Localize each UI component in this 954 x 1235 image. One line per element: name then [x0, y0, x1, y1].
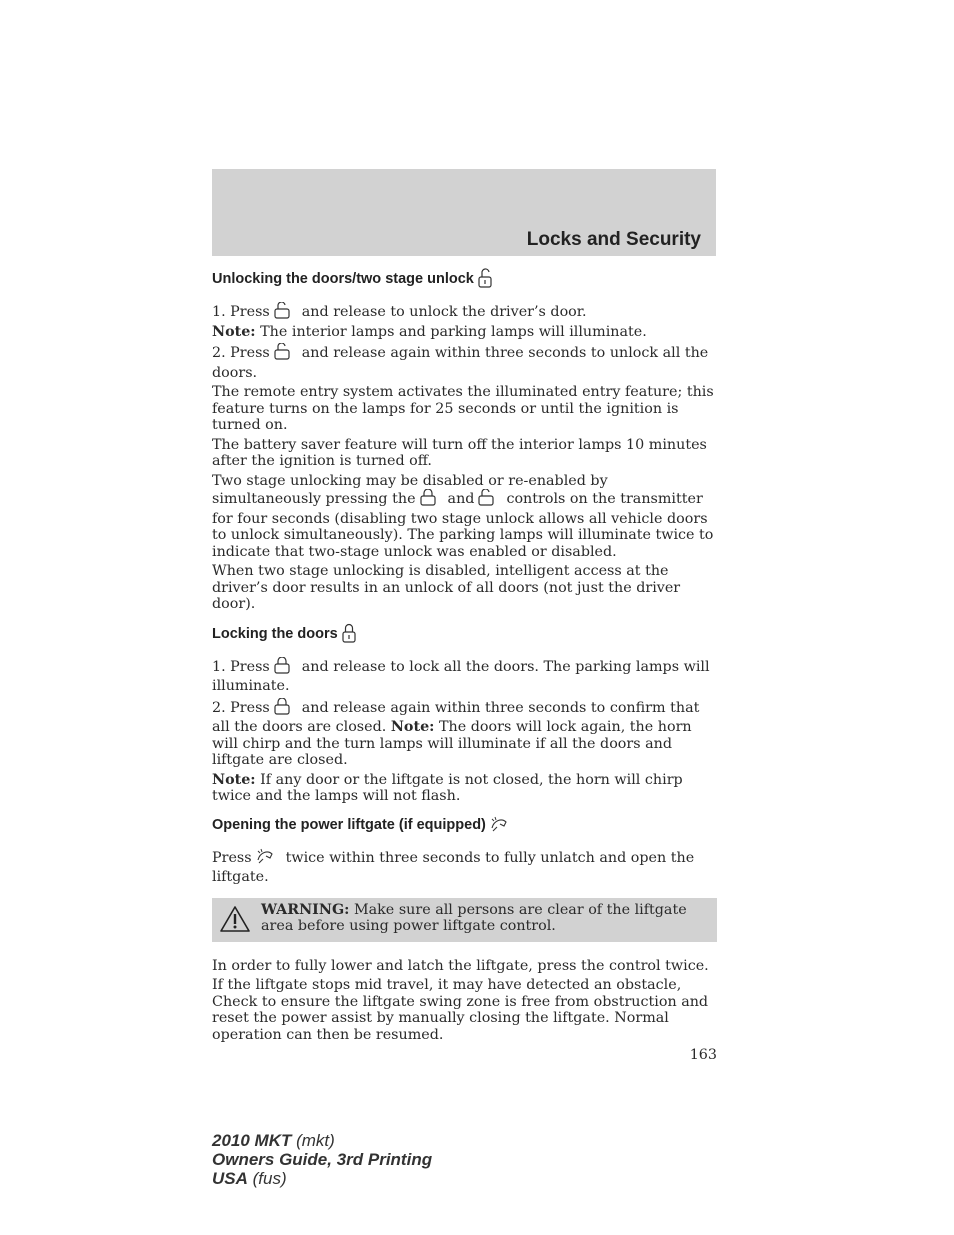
lock-icon	[274, 698, 290, 720]
lock-icon	[342, 623, 356, 649]
warning-box	[212, 898, 717, 942]
lock-step-2: 2. Press and release again within three seconds to confirm that all the doors are closed. Note: The doors will lock again, the horn will chirp and the turn lamps will illuminate if all the doors and liftgate are closed.	[212, 699, 700, 768]
footer-line-2: Owners Guide, 3rd Printing	[212, 1150, 433, 1169]
unlock-icon	[274, 343, 290, 365]
footer	[212, 1131, 432, 1188]
liftgate-paragraph-3: If the liftgate stops mid travel, it may have detected an obstacle, Check to ensure the liftgate swing zone is free from obstruction and reset the power assist by manually closing the liftgate. Normal operation can then be resumed.	[212, 977, 709, 1043]
unlock-paragraph-4: The battery saver feature will turn off the interior lamps 10 minutes after the ignition is turned off.	[212, 436, 707, 469]
unlock-icon	[478, 268, 492, 294]
heading-locking: Locking the doors	[212, 623, 717, 649]
section-title: Locks and Security	[526, 229, 701, 250]
section-header-band	[212, 169, 716, 256]
liftgate-icon	[256, 848, 274, 870]
heading-liftgate: Opening the power liftgate (if equipped)	[212, 815, 717, 840]
liftgate-paragraph-1: Press twice within three seconds to fully unlatch and open the liftgate.	[212, 849, 695, 885]
heading-unlocking: Unlocking the doors/two stage unlock	[212, 268, 717, 294]
lock-note: Note: If any door or the liftgate is not closed, the horn will chirp twice and the lamps will not flash.	[212, 771, 683, 804]
unlock-icon	[274, 302, 290, 324]
liftgate-paragraph-2: In order to fully lower and latch the liftgate, press the control twice.	[212, 957, 709, 974]
footer-line-3: USA (fus)	[212, 1169, 287, 1188]
warning-label: WARNING:	[261, 901, 350, 918]
page-content	[212, 268, 717, 1064]
lock-step-1: 1. Press and release to lock all the doors. The parking lamps will illuminate.	[212, 658, 710, 694]
warning-text: Make sure all persons are clear of the liftgate area before using power liftgate control.	[261, 901, 687, 934]
unlock-step-2: 2. Press and release again within three seconds to unlock all the doors.	[212, 343, 717, 381]
unlock-step-1: 1. Press and release to unlock the driver’s door. Note: The interior lamps and parking lamps will illuminate.	[212, 302, 717, 340]
warning-icon	[219, 905, 251, 938]
footer-line-1: 2010 MKT (mkt)	[212, 1131, 335, 1150]
unlock-paragraph-6: When two stage unlocking is disabled, intelligent access at the driver’s door results in an unlock of all doors (not just the driver door).	[212, 563, 681, 612]
unlock-paragraph-5: Two stage unlocking may be disabled or re-enabled by simultaneously pressing the and controls on the transmitter for four seconds (disabling two stage unlock allows all vehicle doors to unlock simultaneously). The parking lamps will illuminate twice to indicate that two-stage unlock was enabled or disabled.	[212, 472, 714, 560]
lock-icon	[274, 657, 290, 679]
page-number: 163	[689, 1047, 717, 1063]
unlock-paragraph-3: The remote entry system activates the illuminated entry feature; this feature turns on the lamps for 25 seconds or until the ignition is turned on.	[212, 384, 714, 433]
unlock-icon	[478, 489, 494, 511]
lock-icon	[420, 489, 436, 511]
liftgate-icon	[490, 816, 508, 840]
